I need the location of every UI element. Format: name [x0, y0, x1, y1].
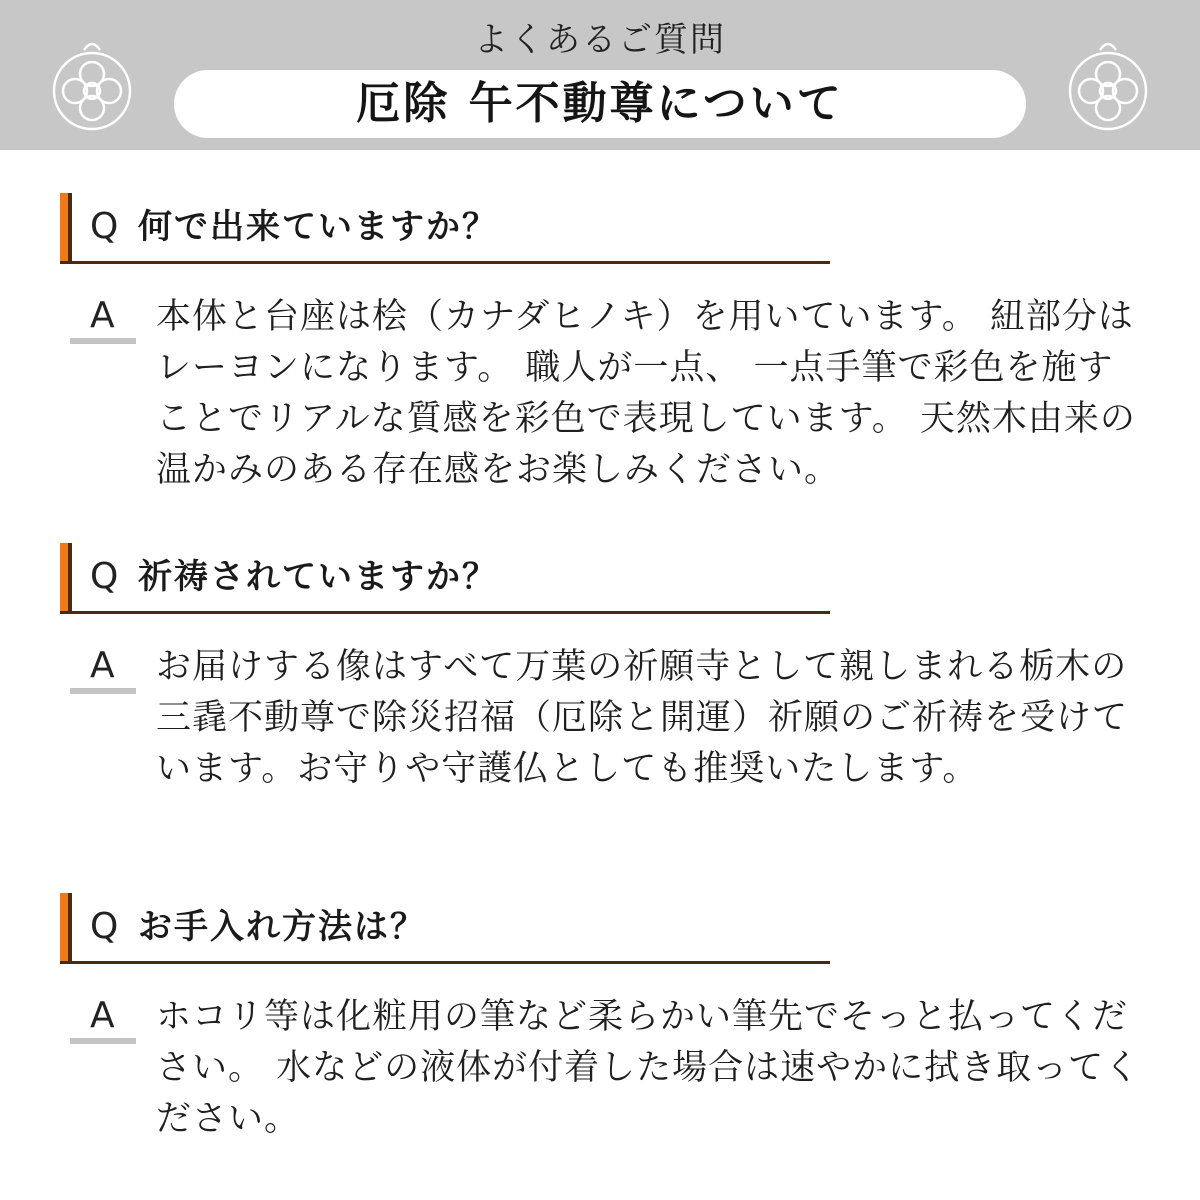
question-text: お手入れ方法は？	[138, 907, 426, 947]
accent-bar-dark	[68, 193, 72, 263]
accent-bar-dark	[68, 543, 72, 613]
faq-question-1	[60, 193, 830, 265]
answer-text: お届けする像はすべて万葉の祈願寺として親しまれる栃木の三毳不動尊で除災招福（厄除と開運）祈願のご祈祷を受けています。お守りや守護仏としても推奨いたします。	[156, 647, 1129, 789]
header-subtitle: よくあるご質問	[474, 20, 726, 60]
accent-bar-dark	[68, 893, 72, 963]
page-title: 厄除 午不動尊について	[356, 78, 844, 129]
question-underline	[60, 611, 830, 614]
question-text: 何で出来ていますか？	[138, 207, 498, 247]
question-underline	[60, 261, 830, 264]
answer-marker-underline	[70, 688, 136, 694]
answer-marker: A	[90, 995, 115, 1036]
title-pill	[174, 70, 1026, 138]
faq-question-2	[60, 543, 830, 615]
question-underline	[60, 961, 830, 964]
answer-text: ホコリ等は化粧用の筆など柔らかい筆先でそっと払ってください。 水などの液体が付着した場合は速やかに拭き取ってください。	[156, 997, 1141, 1139]
answer-marker: A	[90, 645, 115, 686]
answer-marker-underline	[70, 338, 136, 344]
accent-bar	[60, 543, 68, 613]
answer-text: 本体と台座は桧（カナダヒノキ）を用いています。 紐部分はレーヨンになります。 職人が一点、 一点手筆で彩色を施すことでリアルな質感を彩色で表現しています。 天然木由来の温かみのある存在感をお楽しみください。	[156, 297, 1136, 490]
question-marker: Q	[90, 556, 119, 597]
family-crest-icon	[50, 36, 134, 136]
header-banner	[0, 0, 1200, 150]
answer-marker-underline	[70, 1038, 136, 1044]
question-marker: Q	[90, 206, 119, 247]
accent-bar	[60, 893, 68, 963]
answer-marker: A	[90, 295, 115, 336]
question-marker: Q	[90, 906, 119, 947]
family-crest-icon	[1066, 36, 1150, 136]
faq-question-3	[60, 893, 830, 965]
accent-bar	[60, 193, 68, 263]
question-text: 祈祷されていますか？	[138, 557, 498, 597]
